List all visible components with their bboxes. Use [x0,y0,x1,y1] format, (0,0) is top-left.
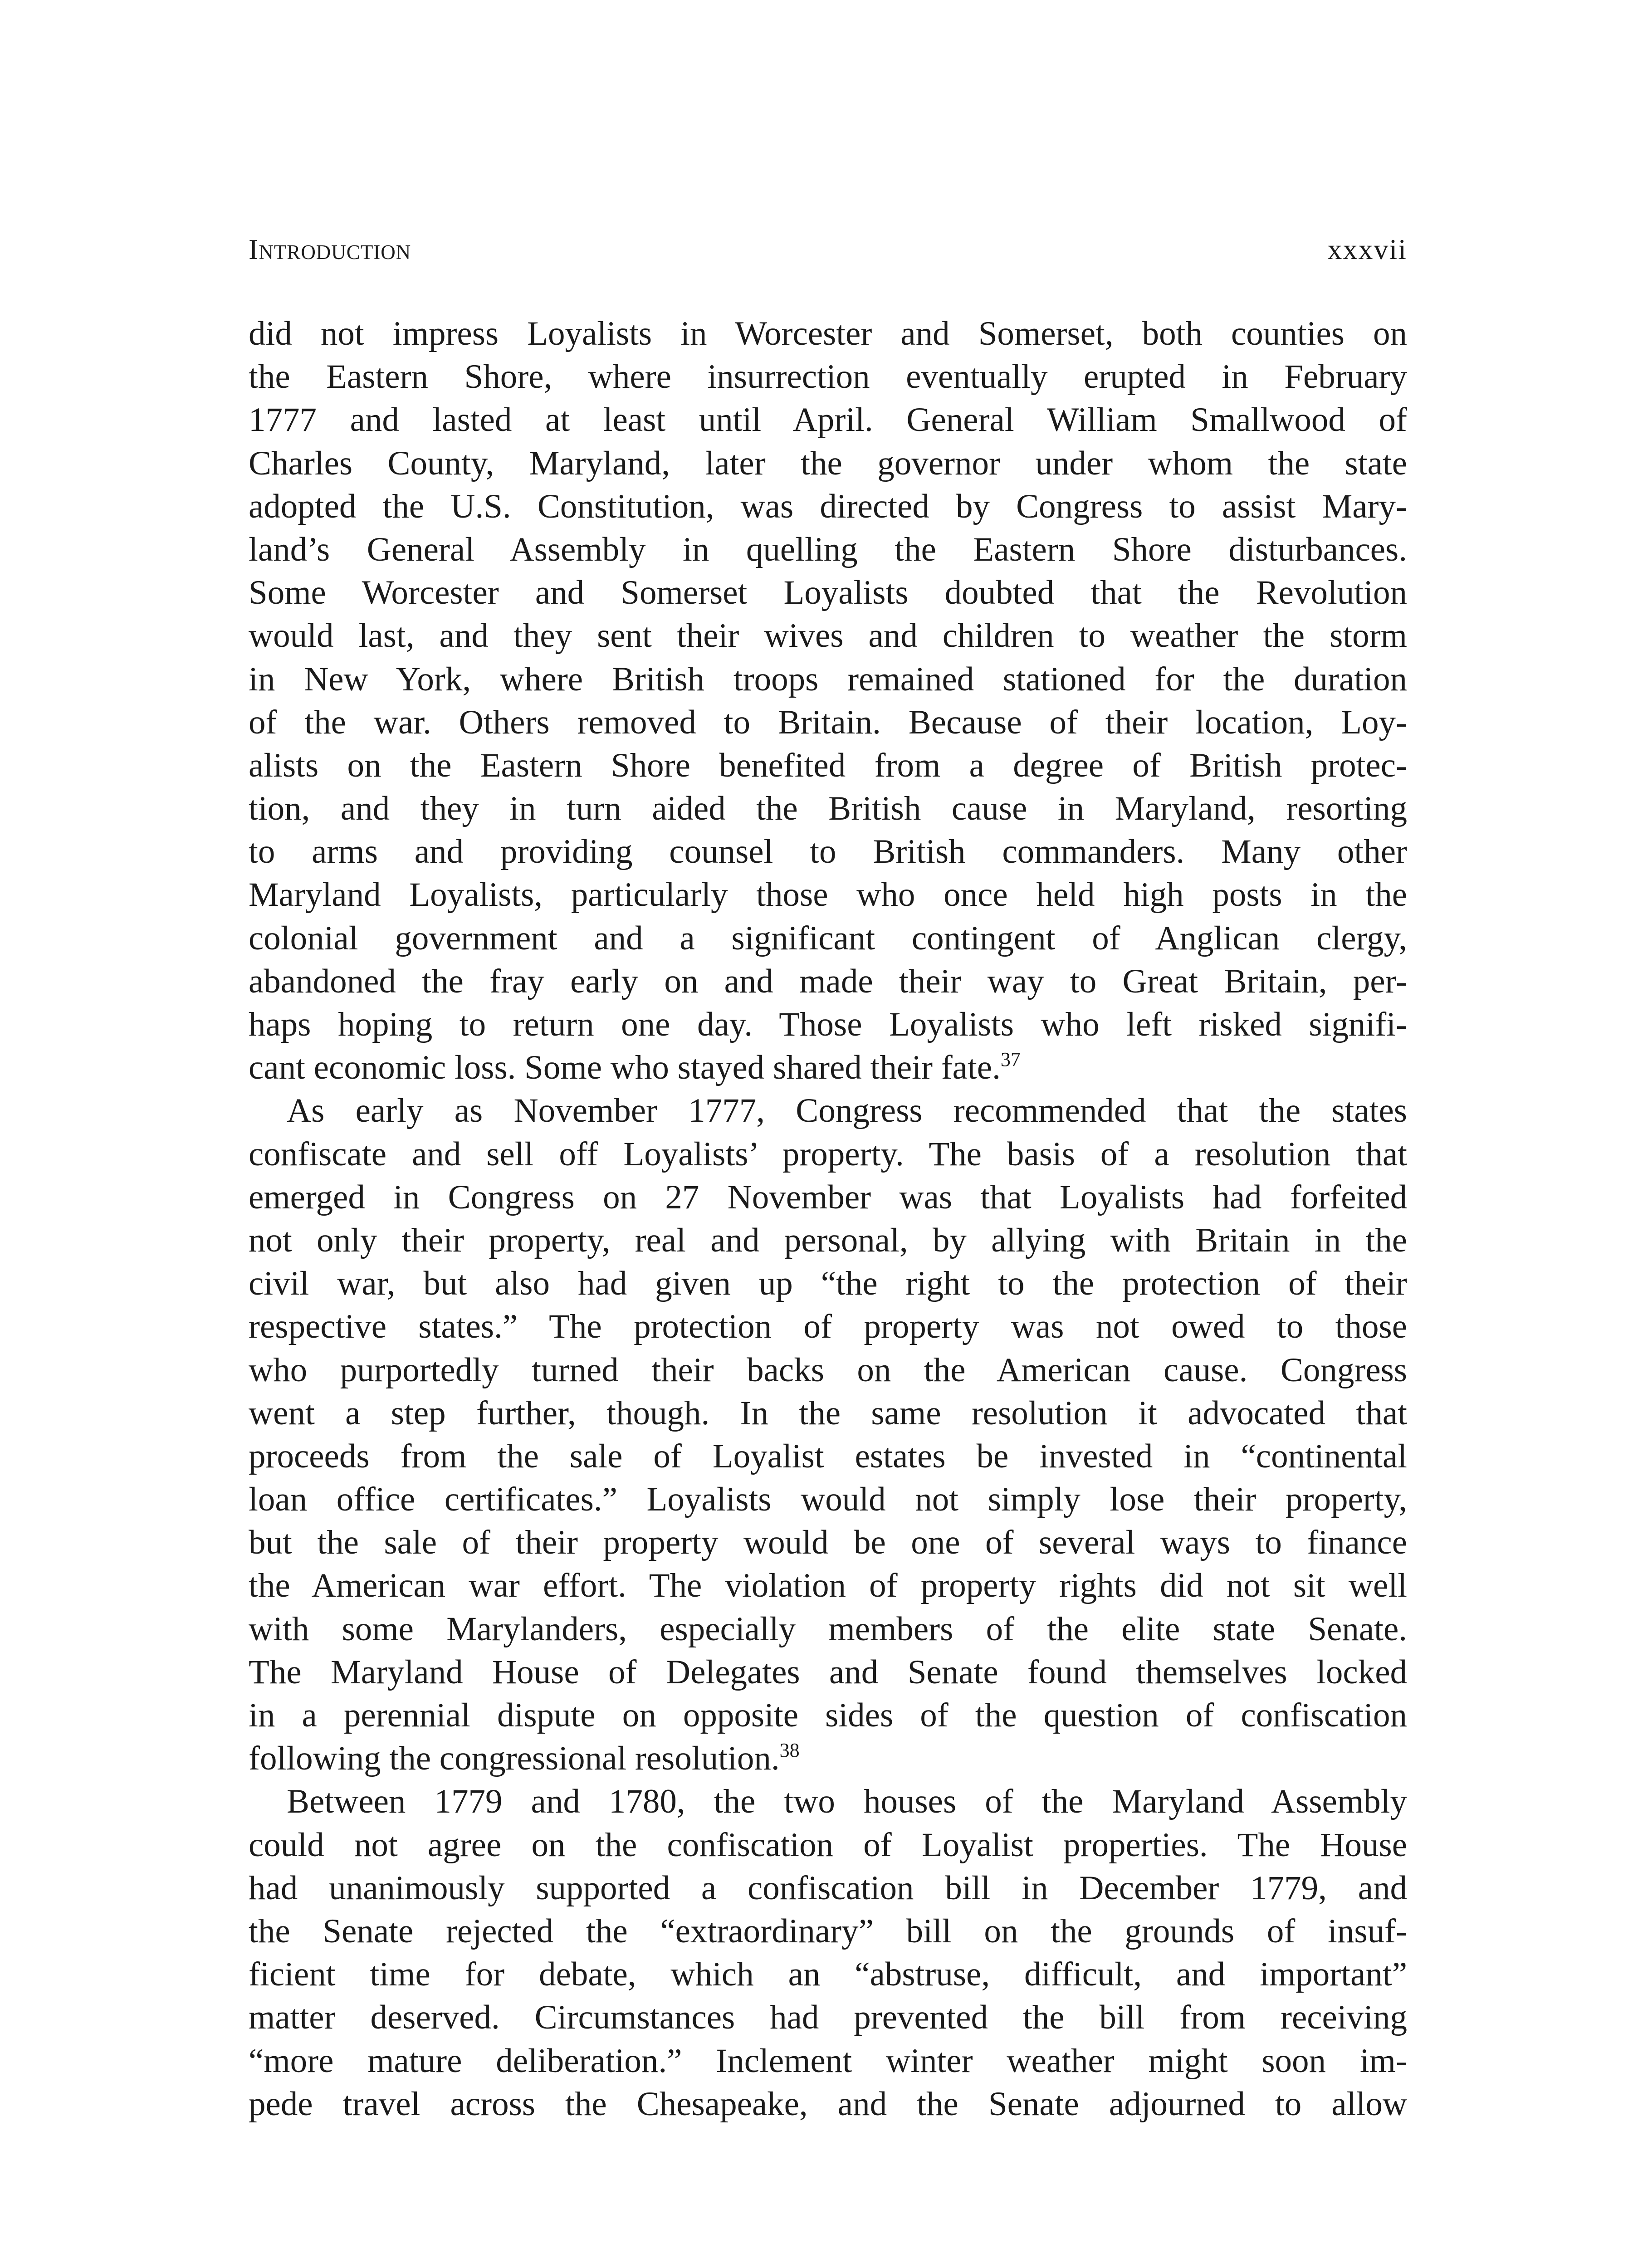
text-line: abandoned the fray early on and made their way to Great Britain, per- [249,962,1407,1000]
text-line: proceeds from the sale of Loyalist estates be invested in “continental [249,1437,1407,1475]
text-line-content: cant economic loss. Some who stayed shared their fate. [249,1049,1001,1087]
page-number: xxxvii [1327,233,1407,265]
text-line: but the sale of their property would be one of several ways to finance [249,1524,1407,1562]
text-line: who purportedly turned their backs on the American cause. Congress [249,1351,1407,1389]
text-line: of the war. Others removed to Britain. Because of their location, Loy- [249,703,1407,741]
running-head [249,229,1407,270]
text-line-last [249,1046,1407,1089]
text-line: haps hoping to return one day. Those Loyalists who left risked signifi- [249,1006,1407,1043]
text-line: adopted the U.S. Constitution, was directed by Congress to assist Mary- [249,487,1407,525]
text-line: with some Marylanders, especially members of the elite state Senate. [249,1610,1407,1648]
paragraph [249,312,1407,1089]
text-line: civil war, but also had given up “the right to the protection of their [249,1265,1407,1303]
text-line: not only their property, real and personal, by allying with Britain in the [249,1221,1407,1259]
text-line: colonial government and a significant contingent of Anglican clergy, [249,919,1407,957]
footnote-ref: 38 [779,1739,800,1762]
text-line: the Senate rejected the “extraordinary” bill on the grounds of insuf- [249,1912,1407,1950]
text-line: “more mature deliberation.” Inclement winter weather might soon im- [249,2042,1407,2080]
paragraph [249,1780,1407,2126]
text-line: Charles County, Maryland, later the governor under whom the state [249,444,1407,482]
text-line: 1777 and lasted at least until April. General William Smallwood of [249,401,1407,439]
text-line: could not agree on the confiscation of Loyalist properties. The House [249,1826,1407,1864]
text-line: respective states.” The protection of property was not owed to those [249,1308,1407,1346]
text-line: had unanimously supported a confiscation bill in December 1779, and [249,1869,1407,1907]
text-line: Between 1779 and 1780, the two houses of the Maryland Assembly [287,1783,1407,1821]
text-line: went a step further, though. In the same resolution it advocated that [249,1394,1407,1432]
text-line: in New York, where British troops remained stationed for the duration [249,660,1407,698]
text-line: Some Worcester and Somerset Loyalists doubted that the Revolution [249,574,1407,612]
text-line: loan office certificates.” Loyalists would not simply lose their property, [249,1481,1407,1519]
text-line: emerged in Congress on 27 November was that Loyalists had forfeited [249,1178,1407,1216]
text-line: alists on the Eastern Shore benefited from a degree of British protec- [249,746,1407,784]
text-line: matter deserved. Circumstances had prevented the bill from receiving [249,1999,1407,2037]
text-line: ficient time for debate, which an “abstruse, difficult, and important” [249,1955,1407,1994]
text-line-last [249,1737,1407,1780]
text-line: land’s General Assembly in quelling the Eastern Shore disturbances. [249,530,1407,568]
text-line: tion, and they in turn aided the British cause in Maryland, resorting [249,790,1407,828]
text-line: would last, and they sent their wives and children to weather the storm [249,617,1407,655]
paragraph [249,1089,1407,1780]
text-line: The Maryland House of Delegates and Senate found themselves locked [249,1653,1407,1691]
text-line: As early as November 1777, Congress recommended that the states [287,1092,1407,1130]
text-line: in a perennial dispute on opposite sides of the question of confiscation [249,1696,1407,1734]
text-line-content: following the congressional resolution. [249,1740,780,1778]
footnote-ref: 37 [1000,1048,1021,1071]
text-line: did not impress Loyalists in Worcester and Somerset, both counties on [249,315,1407,352]
body-text [249,312,1407,2126]
text-line: confiscate and sell off Loyalists’ property. The basis of a resolution that [249,1135,1407,1173]
text-line: the American war effort. The violation of property rights did not sit well [249,1567,1407,1605]
running-head-title: Introduction [249,233,411,265]
text-line: to arms and providing counsel to British commanders. Many other [249,833,1407,871]
text-line: the Eastern Shore, where insurrection eventually erupted in February [249,358,1407,396]
text-line: pede travel across the Chesapeake, and the Senate adjourned to allow [249,2085,1407,2123]
text-line: Maryland Loyalists, particularly those who once held high posts in the [249,876,1407,914]
